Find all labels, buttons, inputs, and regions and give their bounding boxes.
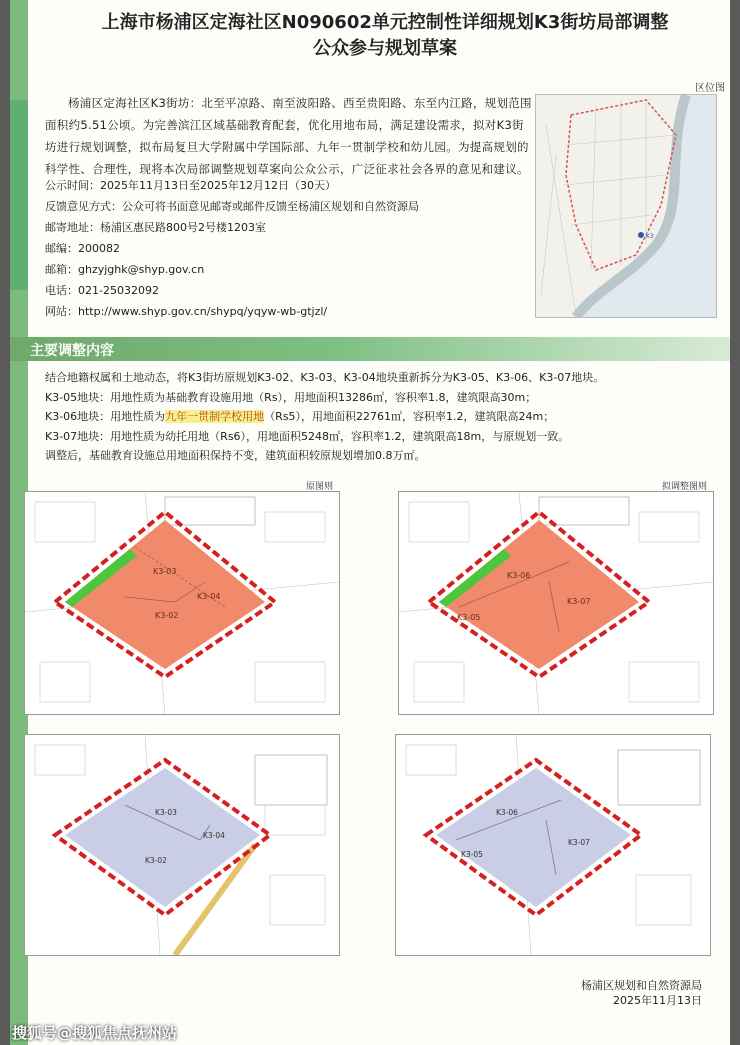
content-line-1: 结合地籍权属和土地动态，将K3街坊原规划K3-02、K3-03、K3-04地块重新拆分为K3-05、K3-06、K3-07地块。	[45, 371, 605, 384]
info-website[interactable]: 网站：http://www.shyp.gov.cn/shypq/yqyw-wb-gtjzl/	[45, 305, 328, 318]
proposed-plan-panel	[398, 482, 714, 715]
content-line-3-post: （Rs5），用地面积22761㎡，容积率1.2，建筑限高24m；	[264, 410, 555, 423]
section-banner	[10, 337, 730, 361]
watermark: 搜狐号@搜狐焦点抚州站	[12, 1024, 178, 1042]
info-feedback: 反馈意见方式：公众可将书面意见邮寄或邮件反馈至杨浦区规划和自然资源局	[45, 200, 419, 213]
intro-paragraph: 杨浦区定海社区K3街坊：北至平凉路、南至波阳路、西至贵阳路、东至内江路，规划范围面积约5.51公顷。为完善滨江区域基础教育配套，优化用地布局，满足建设需求，拟对K3街坊进行规划调整，拟布局复旦大学附属中学国际部、九年一贯制学校和幼儿园。为提高规划的科学性、合理性，现将本次局部调整规划草案向公众公示，广泛征求社会各界的意见和建议。	[45, 96, 532, 176]
proposed-plan-detail-map	[396, 735, 710, 955]
proposed-plan-caption: 拟调整图则	[661, 482, 707, 492]
proposed-plan-map	[399, 492, 713, 714]
original-plan-caption: 原图则	[305, 482, 333, 492]
svg-text:K3: K3	[646, 233, 654, 240]
location-map	[535, 94, 717, 318]
orig-detail-label-2: K3-02	[145, 856, 167, 865]
orig-label-3: K3-04	[197, 592, 221, 601]
orig-label-1: K3-03	[153, 567, 177, 576]
original-plan-map	[25, 492, 339, 714]
location-map-caption: 区位图	[695, 83, 725, 94]
content-line-3-pre: K3-06地块：用地性质为	[45, 410, 166, 423]
info-phone: 电话：021-25032092	[45, 284, 159, 297]
orig-detail-label-1: K3-03	[155, 808, 177, 817]
adjustment-content	[45, 368, 705, 466]
location-map-drawing	[536, 95, 716, 317]
orig-detail-label-3: K3-04	[203, 831, 225, 840]
section-title: 主要调整内容	[30, 343, 114, 359]
title-line-2: 公众参与规划草案	[313, 38, 457, 59]
original-plan-panel	[24, 482, 340, 715]
content-line-2: K3-05地块：用地性质为基础教育设施用地（Rs），用地面积13286㎡，容积率1.8，建筑限高30m；	[45, 390, 537, 404]
info-address: 邮寄地址：杨浦区惠民路800号2号楼1203室	[45, 221, 266, 234]
content-line-4: K3-07地块：用地性质为幼托用地（Rs6），用地面积5248㎡，容积率1.2，建筑限高18m，与原规划一致。	[45, 429, 570, 443]
signature-org: 杨浦区规划和自然资源局	[581, 979, 702, 992]
green-side-band-accent	[10, 100, 28, 290]
info-period: 公示时间：2025年11月13日至2025年12月12日（30天）	[45, 179, 336, 192]
title-line-1: 上海市杨浦区定海社区N090602单元控制性详细规划K3街坊局部调整	[101, 12, 669, 33]
page-title	[40, 10, 730, 62]
new-detail-label-3: K3-07	[568, 838, 590, 847]
new-label-1: K3-06	[507, 571, 531, 580]
orig-label-2: K3-02	[155, 611, 179, 620]
contact-info	[45, 175, 535, 322]
new-detail-label-1: K3-06	[496, 808, 518, 817]
info-postcode: 邮编：200082	[45, 242, 120, 255]
signature-date: 2025年11月13日	[613, 994, 702, 1007]
original-plan-detail-map	[25, 735, 339, 955]
original-plan-detail-panel	[24, 734, 340, 956]
new-detail-label-2: K3-05	[461, 850, 483, 859]
highlighted-land-use: 九年一贯制学校用地	[165, 410, 265, 423]
info-email: 邮箱：ghzyjghk@shyp.gov.cn	[45, 263, 205, 276]
new-label-3: K3-07	[567, 597, 591, 606]
new-label-2: K3-05	[457, 613, 481, 622]
poster	[10, 0, 730, 1045]
content-line-3	[45, 407, 705, 427]
proposed-plan-detail-panel	[395, 734, 711, 956]
content-line-5: 调整后，基础教育设施总用地面积保持不变，建筑面积较原规划增加0.8万㎡。	[45, 449, 426, 462]
